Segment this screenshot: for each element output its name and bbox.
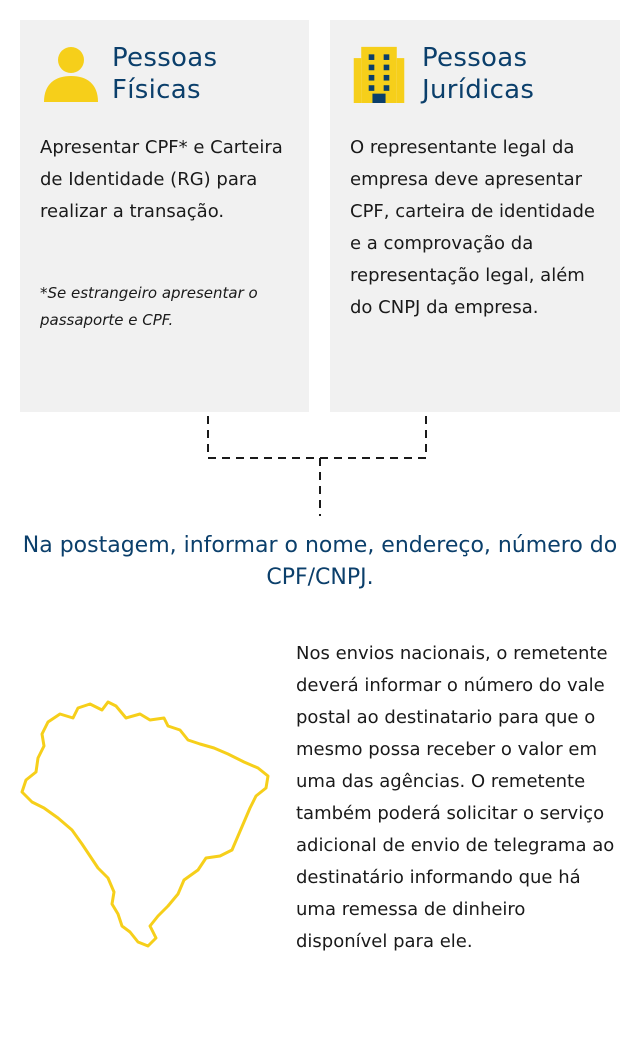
card-header [40,42,217,106]
card-body-text: O representante legal da empresa deve apresentar CPF, carteira de identidade e a comprovação da representação legal, além do CNPJ da empresa. [350,137,595,318]
card-title [112,42,217,106]
title-text: Pessoas Físicas [112,43,218,105]
card-footnote: *Se estrangeiro apresentar o passaporte e CPF. [40,284,258,329]
card-pessoas-juridicas [330,20,620,412]
card-pessoas-fisicas [20,20,309,412]
person-icon [40,42,102,104]
title-text: Pessoas Jurídicas [422,43,535,105]
building-icon [350,42,408,106]
dashed-connector [0,410,640,520]
card-body-text: Apresentar CPF* e Carteira de Identidade (RG) para realizar a transação. [40,137,283,222]
card-header [350,42,534,106]
brazil-map-icon [18,700,276,956]
envios-nacionais-text: Nos envios nacionais, o remetente deverá informar o número do vale postal ao destinatario para que o mesmo possa receber o valor em uma das agências. O remetente também poderá solicitar o serviço adicional de envio de telegrama ao destinatário informando que há uma remessa de dinheiro disponível para ele. [296,643,615,952]
postagem-instruction: Na postagem, informar o nome, endereço, número do CPF/CNPJ. [22,533,618,590]
card-title [422,42,534,106]
